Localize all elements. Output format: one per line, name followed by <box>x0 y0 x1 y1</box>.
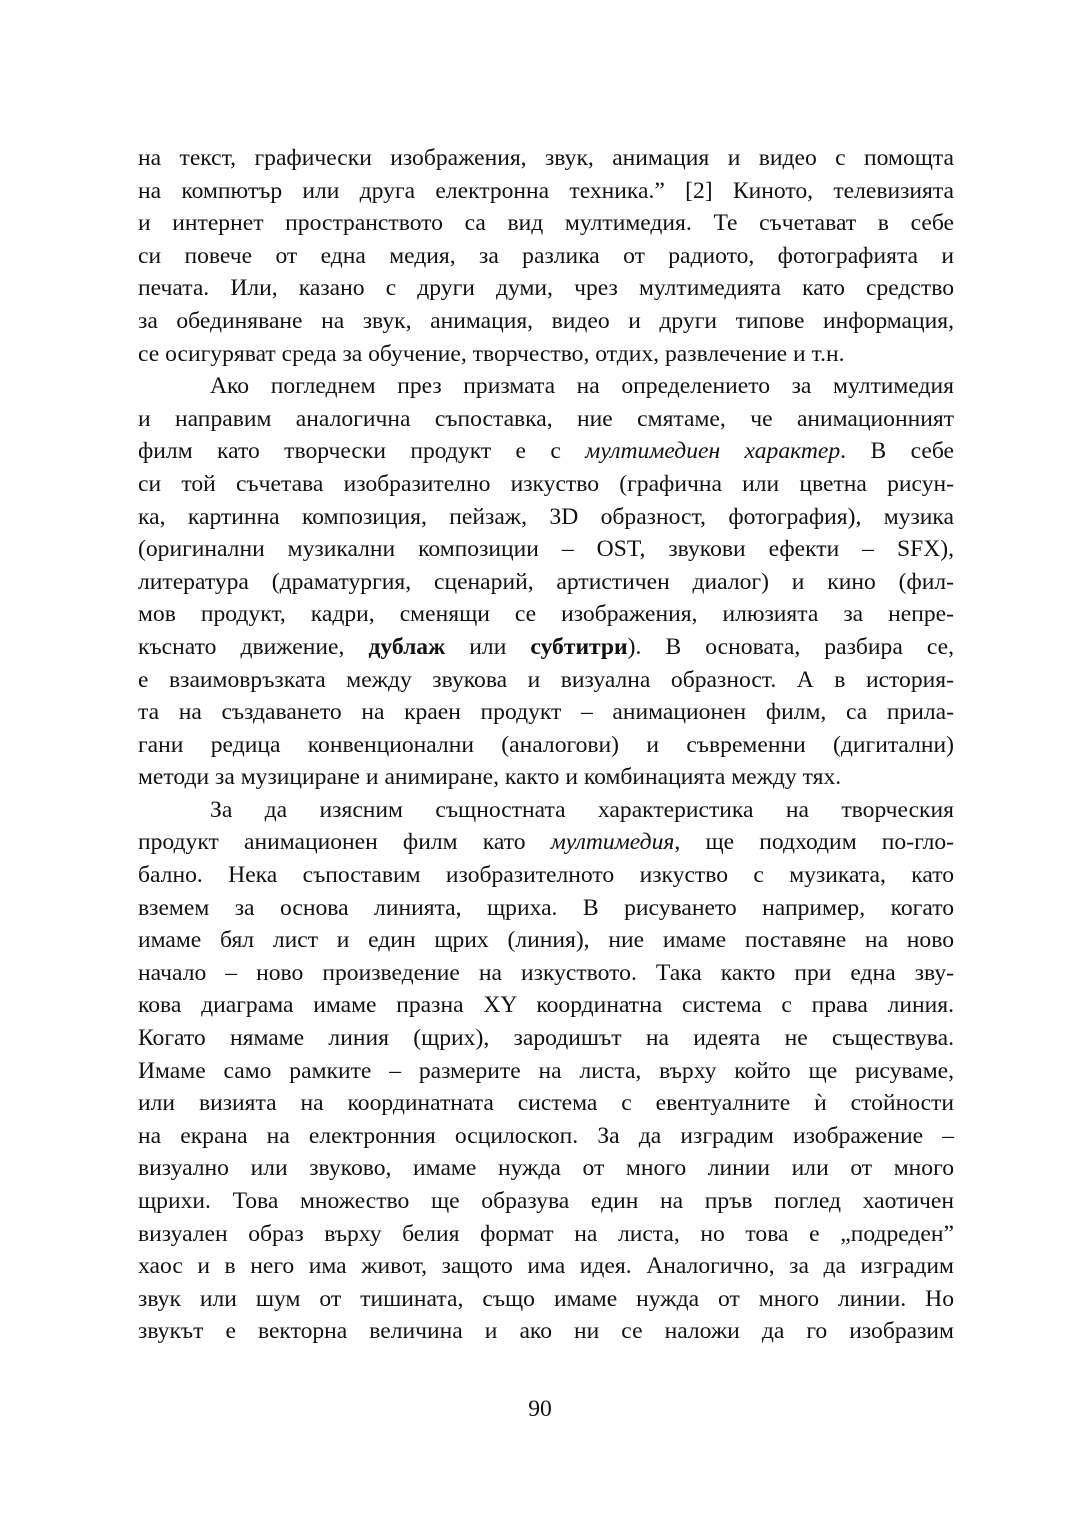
paragraph-last-line: методи за музициране и анимиране, както и комбинацията между тях. <box>138 764 842 791</box>
text-line: гани редица конвенционални (аналогови) и съвременни (дигитални) <box>138 731 954 758</box>
text-line: Когато нямаме линия (щрих), зародишът на идеята не съществува. <box>138 1025 954 1052</box>
text-line: (оригинални музикални композиции – OST, звукови ефекти – SFX), <box>138 536 954 563</box>
bold-term: субтитри <box>530 633 628 660</box>
text-line: начало – ново произведение на изкуството. Така както при една зву- <box>138 959 954 986</box>
text-line: за обединяване на звук, анимация, видео и други типове информация, <box>138 307 954 334</box>
text-line: и интернет пространството са вид мултимедия. Те съчетават в себе <box>138 210 954 237</box>
text-line: филм като творчески продукт е с мултимедиен характер. В себе <box>138 438 954 465</box>
body-text <box>138 142 954 1348</box>
text-line: на компютър или друга електронна техника.” [2] Киното, телевизията <box>138 177 954 204</box>
text-line: и направим аналогична съпоставка, ние смятаме, че анимационният <box>138 405 954 432</box>
text-line: вземем за основа линията, щриха. В рисуването например, когато <box>138 894 954 921</box>
text-line: визуален образ върху белия формат на листа, но това е „подреден” <box>138 1220 954 1247</box>
bold-term: дублаж <box>368 633 446 660</box>
text-line: си той съчетава изобразително изкуство (графична или цветна рисун- <box>138 470 954 497</box>
text-line: или визията на координатната система с евентуалните ѝ стойности <box>138 1090 954 1117</box>
text-line: на екрана на електронния осцилоскоп. За да изградим изображение – <box>138 1122 954 1149</box>
italic-term: мултимедия <box>550 829 675 856</box>
paragraph-first-line: Ако погледнем през призмата на определението за мултимедия <box>210 373 954 400</box>
text-line: Имаме само рамките – размерите на листа, върху който ще рисуваме, <box>138 1057 954 1084</box>
text-line: мов продукт, кадри, сменящи се изображения, илюзията за непре- <box>138 601 954 628</box>
text-line: си повече от една медия, за разлика от радиото, фотографията и <box>138 242 954 269</box>
text-line: имаме бял лист и един щрих (линия), ние имаме поставяне на ново <box>138 927 954 954</box>
text-line: звукът е векторна величина и ако ни се наложи да го изобразим <box>138 1318 954 1345</box>
paragraph-last-line: се осигуряват среда за обучение, творчество, отдих, развлечение и т.н. <box>138 340 845 367</box>
text-line: продукт анимационен филм като мултимедия, ще подходим по-гло- <box>138 829 954 856</box>
text-line: литература (драматургия, сценарий, артистичен диалог) и кино (фил- <box>138 568 954 595</box>
text-line: та на създаването на краен продукт – анимационен филм, са прила- <box>138 699 954 726</box>
text-line: хаос и в него има живот, защото има идея. Аналогично, за да изградим <box>138 1253 954 1280</box>
text-line: печата. Или, казано с други думи, чрез мултимедията като средство <box>138 275 954 302</box>
text-line: на текст, графически изображения, звук, анимация и видео с помощта <box>138 145 954 171</box>
text-line: къснато движение, дублаж или субтитри). В основата, разбира се, <box>138 633 954 660</box>
page-number: 90 <box>528 1396 552 1422</box>
italic-term: мултимедиен характер <box>585 438 841 465</box>
text-line: бално. Нека съпоставим изобразителното изкуство с музиката, като <box>138 862 954 889</box>
text-line: щрихи. Това множество ще образува един на пръв поглед хаотичен <box>138 1188 954 1214</box>
text-line: звук или шум от тишината, също имаме нужда от много линии. Но <box>138 1285 954 1312</box>
text-line: визуално или звуково, имаме нужда от много линии или от много <box>138 1155 954 1182</box>
text-line: е взаимовръзката между звукова и визуална образност. А в история- <box>138 666 954 693</box>
text-line: ка, картинна композиция, пейзаж, 3D образност, фотография), музика <box>138 503 954 530</box>
text-line: кова диаграма имаме празна XY координатна система с права линия. <box>138 992 954 1019</box>
paragraph-first-line: За да изясним същностната характеристика на творческия <box>210 796 954 823</box>
